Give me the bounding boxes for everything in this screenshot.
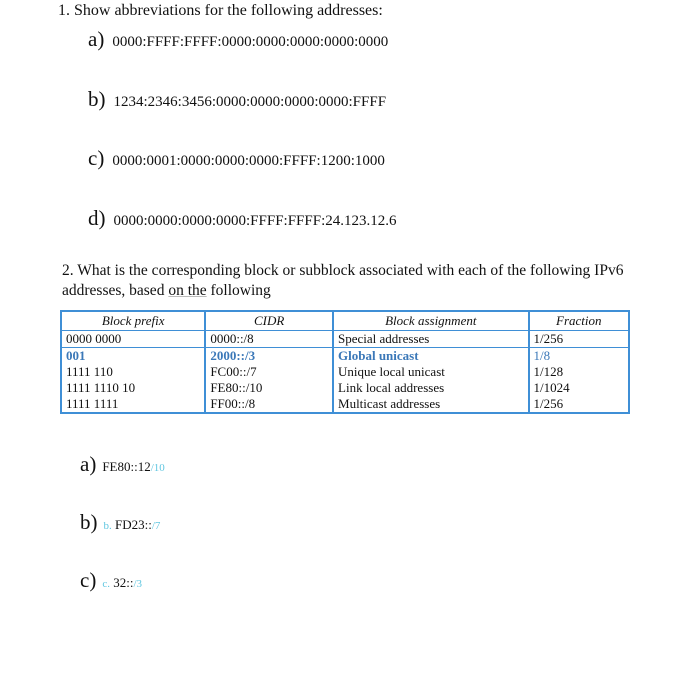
answer-a <box>80 452 165 477</box>
cell-fraction: 1/1024 <box>529 380 629 396</box>
answer-text: FD23:: <box>115 517 152 532</box>
item-letter: a) <box>88 27 105 51</box>
cell-cidr: FE80::/10 <box>205 380 333 396</box>
item-letter: b) <box>88 87 106 111</box>
ipv6-block-table <box>60 310 630 414</box>
item-letter: d) <box>88 206 106 230</box>
item-letter: c) <box>88 146 105 170</box>
q1-item-b <box>88 87 386 112</box>
question-2-line-1: 2. What is the corresponding block or subblock associated with each of the following IPv6 <box>62 262 624 279</box>
header-block-prefix: Block prefix <box>61 311 205 331</box>
table-row <box>61 364 629 380</box>
table-row <box>61 396 629 413</box>
header-cidr: CIDR <box>205 311 333 331</box>
header-block-assignment: Block assignment <box>333 311 529 331</box>
cell-cidr: FC00::/7 <box>205 364 333 380</box>
cell-block-assignment: Multicast addresses <box>333 396 529 413</box>
question-2-line-2: addresses, based on the following <box>62 282 271 299</box>
answer-text: 32:: <box>113 575 134 590</box>
answer-letter: b) <box>80 510 98 534</box>
cell-block-prefix: 1111 1111 <box>61 396 205 413</box>
cell-cidr: 0000::/8 <box>205 331 333 348</box>
cell-block-prefix: 1111 1110 10 <box>61 380 205 396</box>
cell-block-assignment: Unique local unicast <box>333 364 529 380</box>
cell-cidr: FF00::/8 <box>205 396 333 413</box>
q1-item-c <box>88 146 385 171</box>
answer-letter: c) <box>80 568 97 592</box>
cell-fraction: 1/256 <box>529 396 629 413</box>
answer-text: FE80::12 <box>102 459 151 474</box>
q1-item-a <box>88 27 388 52</box>
answer-suffix: /7 <box>151 520 161 532</box>
ipv6-address: 0000:0001:0000:0000:0000:FFFF:1200:1000 <box>112 153 385 169</box>
cell-fraction: 1/256 <box>529 331 629 348</box>
answer-b <box>80 510 160 535</box>
cell-block-assignment: Global unicast <box>333 348 529 365</box>
ipv6-address: 0000:FFFF:FFFF:0000:0000:0000:0000:0000 <box>112 34 389 50</box>
table-header-row <box>61 311 629 331</box>
q1-item-d <box>88 206 397 231</box>
answer-letter: a) <box>80 452 97 476</box>
answer-c <box>80 568 142 593</box>
answer-note: b. <box>103 520 112 532</box>
ipv6-address: 0000:0000:0000:0000:FFFF:FFFF:24.123.12.6 <box>113 213 397 229</box>
answer-suffix: /3 <box>133 578 143 590</box>
cell-block-assignment: Special addresses <box>333 331 529 348</box>
header-fraction: Fraction <box>529 311 629 331</box>
cell-block-assignment: Link local addresses <box>333 380 529 396</box>
answer-suffix: /10 <box>150 462 165 474</box>
answer-note: c. <box>102 578 110 590</box>
cell-fraction: 1/128 <box>529 364 629 380</box>
ipv6-address: 1234:2346:3456:0000:0000:0000:0000:FFFF <box>113 94 387 110</box>
cell-block-prefix: 1111 110 <box>61 364 205 380</box>
cell-fraction: 1/8 <box>529 348 629 365</box>
question-2 <box>62 261 694 301</box>
question-1: 1. Show abbreviations for the following addresses: <box>58 2 383 19</box>
table-row <box>61 348 629 365</box>
table-row <box>61 331 629 348</box>
cell-block-prefix: 0000 0000 <box>61 331 205 348</box>
cell-block-prefix: 001 <box>61 348 205 365</box>
table-row <box>61 380 629 396</box>
cell-cidr: 2000::/3 <box>205 348 333 365</box>
